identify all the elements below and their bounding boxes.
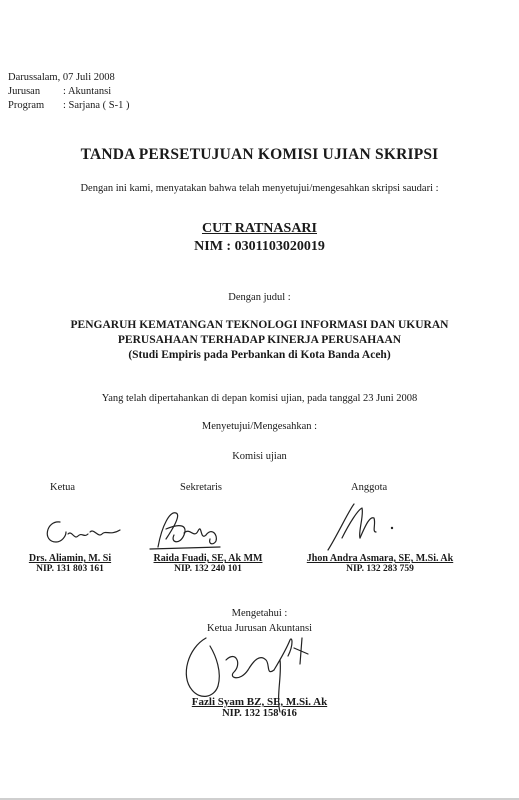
program-row — [8, 100, 129, 111]
anggota-nip: NIP. 132 283 759 — [346, 564, 414, 574]
jurusan-row — [8, 86, 111, 97]
program-value: : Sarjana ( S-1 ) — [63, 100, 130, 111]
ketua-nip: NIP. 131 803 161 — [36, 564, 104, 574]
jurusan-value: : Akuntansi — [63, 86, 112, 97]
sekretaris-block — [133, 553, 283, 574]
student-name: CUT RATNASARI — [201, 221, 317, 236]
intro-statement: Dengan ini kami, menyatakan bahwa telah menyetujui/mengesahkan skripsi saudari : — [80, 183, 439, 194]
ketua-name: Drs. Aliamin, M. Si — [28, 553, 112, 564]
thesis-subtitle: (Studi Empiris pada Perbankan di Kota Banda Aceh) — [128, 349, 391, 361]
defended-statement: Yang telah dipertahankan di depan komisi ujian, pada tanggal 23 Juni 2008 — [101, 393, 418, 404]
place-date: Darussalam, 07 Juli 2008 — [8, 72, 115, 83]
ketua-jurusan-nip: NIP. 132 158 616 — [222, 708, 297, 719]
document-title: TANDA PERSETUJUAN KOMISI UJIAN SKRIPSI — [80, 146, 439, 163]
jurusan-label: Jurusan — [8, 86, 41, 97]
sekretaris-name: Raida Fuadi, SE, Ak MM — [153, 553, 263, 564]
program-label: Program — [8, 100, 45, 111]
student-nim: NIM : 0301103020019 — [194, 239, 325, 254]
approval-label: Menyetujui/Mengesahkan : — [201, 421, 318, 432]
role-ketua: Ketua — [50, 482, 76, 493]
thesis-title-line1: PENGARUH KEMATANGAN TEKNOLOGI INFORMASI DAN UKURAN — [70, 319, 449, 331]
acknowledge-position: Ketua Jurusan Akuntansi — [207, 623, 312, 634]
ketua-jurusan-name: Fazli Syam BZ, SE, M.Si. Ak — [191, 696, 328, 708]
judul-label: Dengan judul : — [228, 292, 291, 303]
anggota-signature — [318, 498, 408, 558]
thesis-title-line2: PERUSAHAAN TERHADAP KINERJA PERUSAHAAN — [117, 334, 402, 346]
ketua-block — [15, 553, 125, 574]
anggota-name: Jhon Andra Asmara, SE, M.Si. Ak — [306, 553, 454, 564]
ketua-jurusan-block — [0, 696, 519, 719]
sekretaris-nip: NIP. 132 240 101 — [174, 564, 242, 574]
anggota-block — [286, 553, 474, 574]
ketua-signature — [38, 512, 128, 552]
committee-label: Komisi ujian — [232, 451, 287, 462]
role-anggota: Anggota — [351, 482, 388, 493]
acknowledge-label: Mengetahui : — [231, 608, 288, 619]
role-sekretaris: Sekretaris — [180, 482, 222, 493]
sekretaris-signature — [140, 505, 230, 555]
